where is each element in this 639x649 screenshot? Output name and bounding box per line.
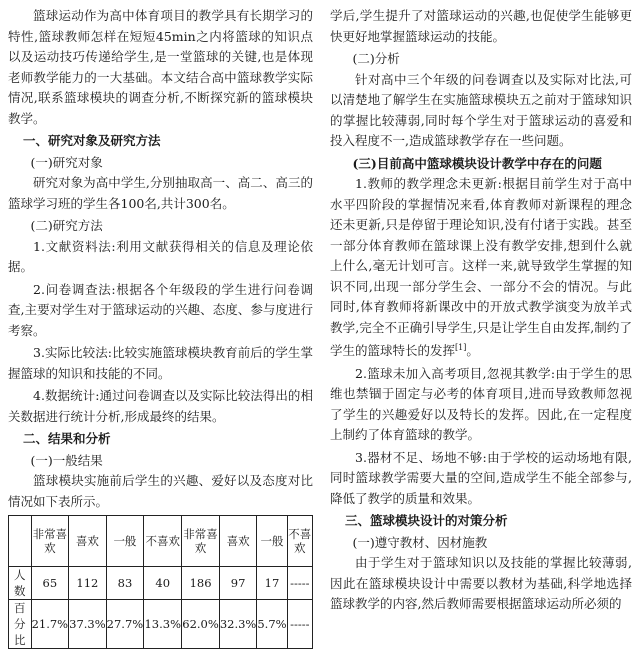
table-header-cell: 不喜欢 — [144, 516, 182, 567]
general-results-paragraph: 篮球模块实施前后学生的兴趣、爱好以及态度对比情况如下表所示。 — [8, 473, 313, 509]
analysis-paragraph: 针对高中三个年级的问卷调查以及实际对比法,可以清楚地了解学生在实施篮球模块五之前对于篮球知识的掌握比较薄弱,同时每个学生对于篮球运动的喜爱和投入程度不一,造成篮球教学存在一些问题。 — [330, 71, 632, 148]
table-cell: 186 — [182, 567, 220, 600]
right-column — [330, 6, 632, 617]
table-row — [9, 600, 313, 649]
subsection-general-results-title: (一)一般结果 — [30, 452, 103, 468]
problem-1-end: 。 — [466, 343, 479, 359]
table-cell: 27.7% — [106, 600, 144, 649]
continued-paragraph: 学后,学生提升了对篮球运动的兴趣,也促使学生能够更快更好地掌握篮球运动的技能。 — [330, 8, 632, 44]
method-statistics: 4.数据统计:通过问卷调查以及实际比较法得出的相关数据进行统计分析,形成最终的结果。 — [8, 388, 313, 424]
table-cell: 人数 — [9, 567, 32, 600]
table-cell: 5.7% — [257, 600, 287, 649]
subsection-research-method-title: (二)研究方法 — [30, 218, 103, 233]
table-header-cell: 非常喜欢 — [182, 516, 220, 567]
table-cell: 40 — [144, 567, 182, 600]
teaching-materials-paragraph: 由于学生对于篮球知识以及技能的掌握比较薄弱,因此在篮球模块设计中需要以教材为基础,科学地选择篮球教学的内容,然后教师需要根据篮球运动所必须的 — [330, 555, 632, 612]
research-object-paragraph: 研究对象为高中学生,分别抽取高一、高二、高三的篮球学习班的学生各100名,共计300名。 — [8, 175, 313, 211]
subsection-analysis-title: (二)分析 — [352, 51, 400, 66]
table-cell: 62.0% — [182, 600, 220, 649]
problem-1-text: 1.教师的教学理念未更新:根据目前学生对于高中水平四阶段的掌握情况来看,体育教师对新课程的理念还未更新,只是停留于理论知识,没有付诸于实践。甚至一部分体育教师在篮球课上没有教学安排,想到什么就上什么,毫无计划可言。这样一来,就导致学生掌握的知识不同,出现一部分学生会、一部分不会的情况。与此同时,体育教师将新课改中的开放式教学演变为放羊式教学,完全不正确引导学生,只是让学生自由发挥,制约了学生的篮球特长的发挥 — [330, 176, 632, 359]
left-column — [8, 6, 313, 649]
table-header-cell: 非常喜欢 — [31, 516, 69, 567]
section-1-title: 一、研究对象及研究方法 — [23, 133, 161, 148]
problem-3-paragraph: 3.器材不足、场地不够:由于学校的运动场地有限,同时篮球教学需要大量的空间,造成学生不能全部参与,降低了教学的质量和效果。 — [330, 449, 632, 506]
section-3-title: 三、篮球模块设计的对策分析 — [345, 513, 508, 529]
survey-table — [8, 515, 313, 649]
table-header-cell: 一般 — [257, 516, 287, 567]
table-header-cell — [9, 516, 32, 567]
table-cell: 17 — [257, 567, 287, 600]
table-cell: ----- — [287, 600, 312, 649]
subsection-problems-title: (三)目前高中篮球模块设计教学中存在的问题 — [352, 155, 602, 171]
method-comparison: 3.实际比较法:比较实施篮球模块教育前后的学生掌握篮球的知识和技能的不同。 — [8, 345, 313, 381]
problem-2-paragraph: 2.篮球未加入高考项目,忽视其教学:由于学生的思维也禁锢于固定与必考的体育项目,进而导致教师忽视了学生的兴趣爱好以及特长的发挥。因此,在一定程度上制约了体育篮球的教学。 — [330, 365, 632, 443]
reference-marker: [1] — [455, 343, 467, 352]
table-cell: 83 — [106, 567, 144, 600]
table-cell: 13.3% — [144, 600, 182, 649]
table-header-cell: 喜欢 — [69, 516, 107, 567]
table-cell: 21.7% — [31, 600, 69, 649]
table-header-cell: 不喜欢 — [287, 516, 312, 567]
table-header-cell: 一般 — [106, 516, 144, 567]
table-cell: 112 — [69, 567, 107, 600]
table-cell: 97 — [219, 567, 257, 600]
table-row — [9, 567, 313, 600]
subsection-research-object-title: (一)研究对象 — [30, 154, 103, 170]
table-header-row — [9, 516, 313, 567]
table-cell: ----- — [287, 567, 312, 600]
intro-paragraph: 篮球运动作为高中体育项目的教学具有长期学习的特性,篮球教师怎样在短短45min之内将篮球的知识点以及运动技巧传递给学生,是一堂篮球的关键,也是体现老师教学能力的一大基础。本文结合高中篮球教学实际情况,联系篮球模块的调查分析,不断探究新的篮球模块教学。 — [8, 8, 313, 126]
table-cell: 37.3% — [69, 600, 107, 649]
table-cell: 百分比 — [9, 600, 32, 649]
method-literature: 1.文献资料法:利用文献获得相关的信息及理论依据。 — [8, 238, 313, 274]
table-cell: 65 — [31, 567, 69, 600]
problem-1-paragraph — [330, 174, 632, 362]
table-cell: 32.3% — [219, 600, 257, 649]
subsection-teaching-materials-title: (一)遵守教材、因材施教 — [352, 534, 488, 550]
table-header-cell: 喜欢 — [219, 516, 257, 567]
section-2-title: 二、结果和分析 — [23, 431, 111, 446]
method-questionnaire: 2.问卷调查法:根据各个年级段的学生进行问卷调查,主要对学生对于篮球运动的兴趣、态度、参与度进行考察。 — [8, 281, 313, 338]
